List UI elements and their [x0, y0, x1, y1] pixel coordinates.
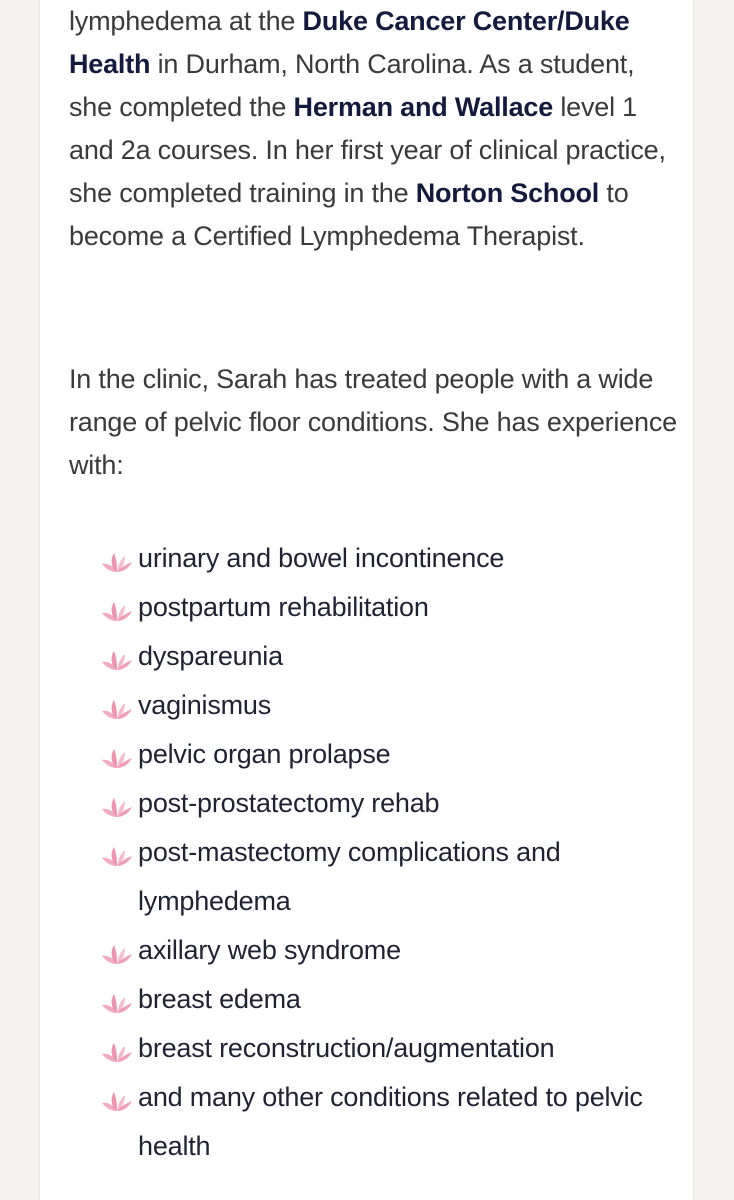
- norton-school: Norton School: [415, 178, 600, 208]
- lotus-icon: [100, 1082, 134, 1110]
- lotus-icon: [100, 837, 134, 865]
- list-item: [100, 828, 680, 926]
- list-item: [100, 1073, 680, 1171]
- lotus-icon: [100, 641, 134, 669]
- list-item: [100, 730, 680, 779]
- duke-cancer-center: Duke Cancer Center/Duke Health: [69, 6, 630, 79]
- list-item-text: post-prostatectomy rehab: [138, 788, 440, 818]
- lotus-icon: [100, 984, 134, 1012]
- clinic-paragraph: In the clinic, Sarah has treated people with a wide range of pelvic floor conditions. She has experience with:: [69, 364, 677, 480]
- conditions-list: [100, 534, 680, 1171]
- bio-text: to become a Certified Lymphedema Therapist.: [69, 178, 629, 251]
- list-item-text: breast edema: [138, 984, 301, 1014]
- list-item: [100, 975, 680, 1024]
- list-item: [100, 926, 680, 975]
- bio-text: level 1 and 2a courses. In her first year of clinical practice, she completed training in the: [69, 92, 666, 208]
- list-item: [100, 779, 680, 828]
- list-item-text: and many other conditions related to pelvic health: [138, 1082, 643, 1161]
- list-item: [100, 534, 680, 583]
- lotus-icon: [100, 592, 134, 620]
- list-item-text: vaginismus: [138, 690, 272, 720]
- bio-paragraph: [69, 0, 679, 258]
- herman-and-wallace: Herman and Wallace: [293, 92, 554, 122]
- list-item-text: post-mastectomy complications and lymphedema: [138, 837, 561, 916]
- lotus-icon: [100, 543, 134, 571]
- list-item-text: dyspareunia: [138, 641, 283, 671]
- bio-text: lymphedema at the: [69, 6, 303, 36]
- list-item-text: axillary web syndrome: [138, 935, 401, 965]
- list-item-text: breast reconstruction/augmentation: [138, 1033, 555, 1063]
- list-item: [100, 632, 680, 681]
- lotus-icon: [100, 935, 134, 963]
- lotus-icon: [100, 690, 134, 718]
- list-item: [100, 583, 680, 632]
- lotus-icon: [100, 739, 134, 767]
- lotus-icon: [100, 1033, 134, 1061]
- lotus-icon: [100, 788, 134, 816]
- list-item-text: urinary and bowel incontinence: [138, 543, 505, 573]
- content-card: [39, 0, 694, 1200]
- list-item-text: pelvic organ prolapse: [138, 739, 391, 769]
- list-item: [100, 1024, 680, 1073]
- bio-text: in Durham, North Carolina. As a student, she completed the: [69, 49, 635, 122]
- list-item-text: postpartum rehabilitation: [138, 592, 429, 622]
- list-item: [100, 681, 680, 730]
